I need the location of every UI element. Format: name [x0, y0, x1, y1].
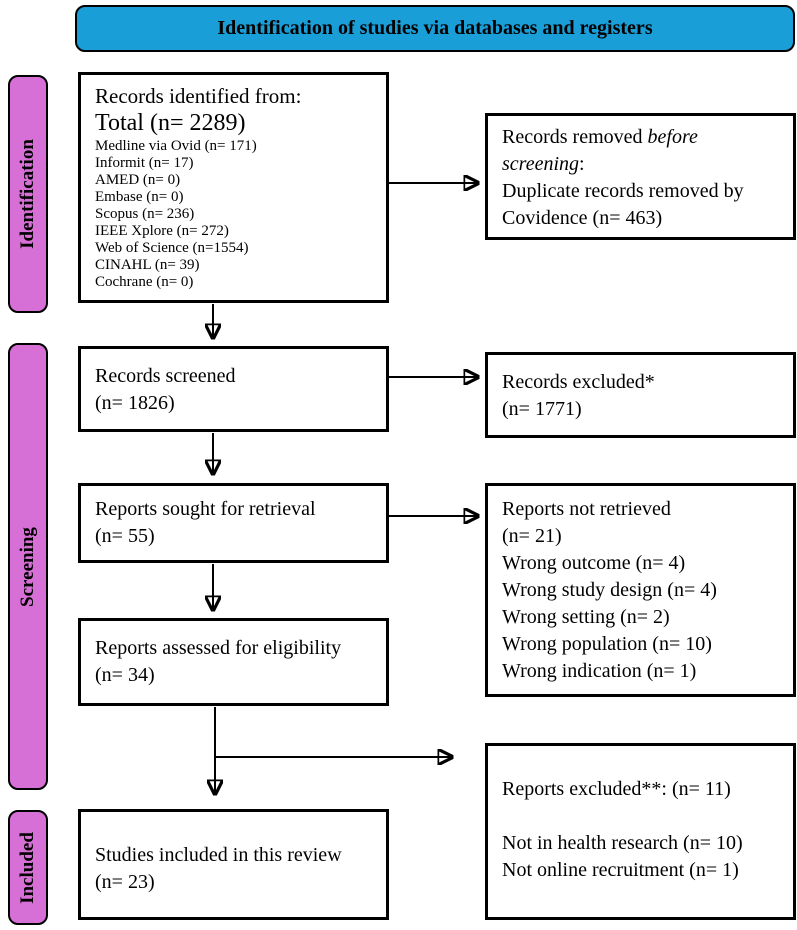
- box-line: AMED (n= 0): [95, 172, 181, 188]
- diagram-title-banner: [75, 5, 795, 52]
- box-line: (n= 21): [502, 525, 562, 547]
- box-line: Records identified from:: [95, 84, 302, 108]
- box-reports-excluded: [485, 743, 796, 920]
- diagram-title: Identification of studies via databases and registers: [217, 17, 653, 39]
- box-line: Embase (n= 0): [95, 189, 184, 205]
- box-line: Records screened: [95, 365, 236, 387]
- box-line: (n= 55): [95, 525, 155, 547]
- box-line: Wrong study design (n= 4): [502, 579, 717, 601]
- box-line: (n= 1826): [95, 392, 175, 414]
- box-line: Records removed before screening:: [502, 126, 698, 175]
- box-line: Duplicate records removed by Covidence (n= 463): [502, 180, 744, 229]
- box-line: (n= 34): [95, 664, 155, 686]
- box-line: Wrong outcome (n= 4): [502, 552, 686, 574]
- box-line: Not online recruitment (n= 1): [502, 859, 739, 881]
- box-records-identified: [78, 72, 389, 303]
- box-studies-included: [78, 809, 389, 920]
- stage-label-text: Screening: [17, 526, 38, 607]
- box-records-removed: [485, 113, 796, 240]
- box-line: Medline via Ovid (n= 171): [95, 138, 257, 154]
- box-line: Wrong population (n= 10): [502, 633, 712, 655]
- box-reports-not-retrieved: [485, 483, 796, 697]
- stage-label-text: Included: [17, 831, 38, 904]
- box-reports-assessed: [78, 618, 389, 706]
- box-reports-sought: [78, 483, 389, 563]
- box-line: Total (n= 2289): [95, 110, 246, 136]
- box-line: Cochrane (n= 0): [95, 274, 194, 290]
- box-line: (n= 23): [95, 871, 155, 893]
- box-records-excluded: [485, 352, 796, 438]
- box-line: Web of Science (n=1554): [95, 240, 249, 256]
- box-line: CINAHL (n= 39): [95, 257, 200, 273]
- box-spacer: [502, 803, 783, 830]
- box-line: (n= 1771): [502, 398, 582, 420]
- stage-label-text: Identification: [17, 139, 38, 249]
- stage-label-identification: [8, 75, 48, 313]
- box-line: Informit (n= 17): [95, 155, 194, 171]
- box-line: Records excluded*: [502, 371, 655, 393]
- box-line: IEEE Xplore (n= 272): [95, 223, 229, 239]
- stage-label-screening: [8, 343, 48, 790]
- box-records-screened: [78, 346, 389, 432]
- box-line: Reports assessed for eligibility: [95, 637, 342, 659]
- box-line: Scopus (n= 236): [95, 206, 195, 222]
- box-line: Wrong setting (n= 2): [502, 606, 670, 628]
- stage-label-included: [8, 810, 48, 925]
- box-line: Studies included in this review: [95, 844, 342, 866]
- box-line: Wrong indication (n= 1): [502, 660, 697, 682]
- box-line: Not in health research (n= 10): [502, 832, 743, 854]
- box-line: Reports excluded**: (n= 11): [502, 778, 731, 800]
- box-line: Reports sought for retrieval: [95, 498, 316, 520]
- box-line: Reports not retrieved: [502, 498, 671, 520]
